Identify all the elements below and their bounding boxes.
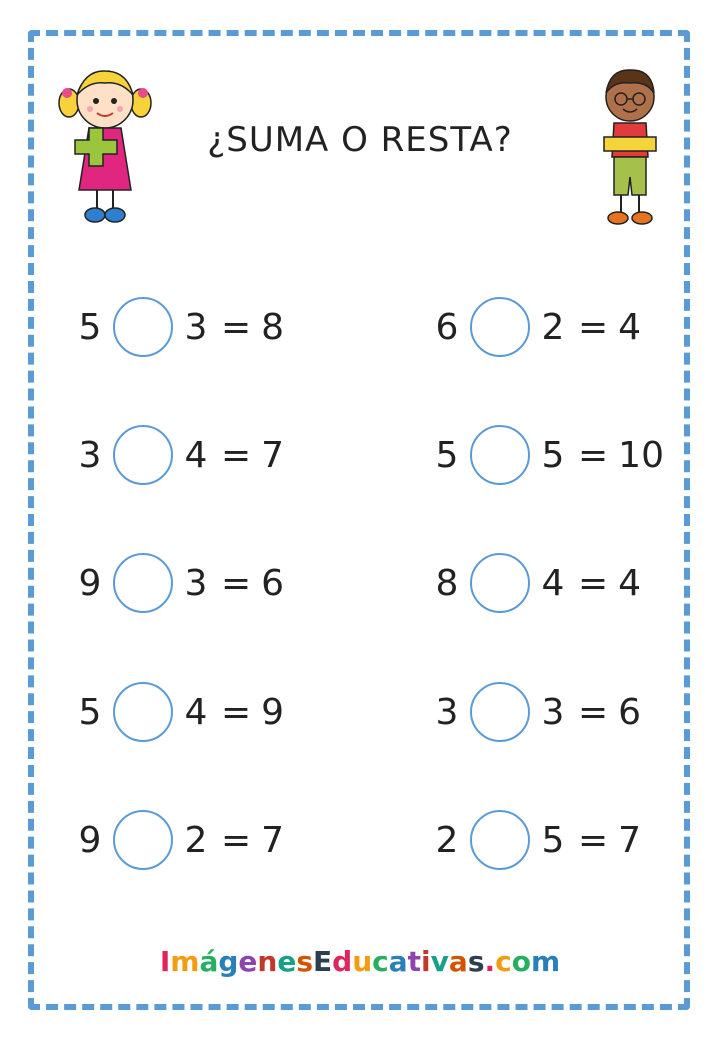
equals-sign: =: [578, 306, 609, 348]
first-operand: 2: [435, 819, 459, 861]
operator-answer-circle[interactable]: [113, 425, 173, 485]
second-operand: 4: [184, 434, 208, 476]
operator-answer-circle[interactable]: [470, 425, 530, 485]
equation-row: [432, 677, 641, 747]
equation-row: [432, 548, 641, 618]
footer-text: ImágenesEducativas.com: [159, 945, 561, 978]
equation-row: [432, 805, 641, 875]
worksheet-title: ¿SUMA O RESTA?: [207, 120, 513, 160]
equation-row: [75, 420, 284, 490]
equals-sign: =: [578, 434, 609, 476]
equals-sign: =: [221, 434, 252, 476]
operator-answer-circle[interactable]: [470, 810, 530, 870]
equals-sign: =: [578, 691, 609, 733]
first-operand: 5: [78, 306, 102, 348]
equals-sign: =: [221, 819, 252, 861]
second-operand: 4: [184, 691, 208, 733]
equals-sign: =: [578, 562, 609, 604]
second-operand: 5: [541, 434, 565, 476]
first-operand: 9: [78, 562, 102, 604]
first-operand: 9: [78, 819, 102, 861]
result-value: 7: [618, 819, 642, 861]
result-value: 8: [261, 306, 285, 348]
website-footer: [0, 945, 720, 978]
result-value: 9: [261, 691, 285, 733]
result-value: 4: [618, 306, 642, 348]
operator-answer-circle[interactable]: [113, 553, 173, 613]
second-operand: 2: [541, 306, 565, 348]
first-operand: 3: [78, 434, 102, 476]
operator-answer-circle[interactable]: [113, 682, 173, 742]
equation-row: [432, 420, 664, 490]
second-operand: 3: [541, 691, 565, 733]
first-operand: 8: [435, 562, 459, 604]
first-operand: 5: [78, 691, 102, 733]
first-operand: 6: [435, 306, 459, 348]
operator-answer-circle[interactable]: [470, 553, 530, 613]
second-operand: 3: [184, 562, 208, 604]
equals-sign: =: [221, 562, 252, 604]
operator-answer-circle[interactable]: [470, 297, 530, 357]
result-value: 4: [618, 562, 642, 604]
second-operand: 4: [541, 562, 565, 604]
second-operand: 5: [541, 819, 565, 861]
equation-row: [75, 292, 284, 362]
equation-row: [75, 805, 284, 875]
equation-row: [75, 548, 284, 618]
first-operand: 3: [435, 691, 459, 733]
result-value: 7: [261, 434, 285, 476]
operator-answer-circle[interactable]: [113, 810, 173, 870]
equals-sign: =: [221, 306, 252, 348]
second-operand: 2: [184, 819, 208, 861]
equation-row: [75, 677, 284, 747]
equation-row: [432, 292, 641, 362]
result-value: 6: [618, 691, 642, 733]
second-operand: 3: [184, 306, 208, 348]
result-value: 7: [261, 819, 285, 861]
equals-sign: =: [578, 819, 609, 861]
operator-answer-circle[interactable]: [113, 297, 173, 357]
operator-answer-circle[interactable]: [470, 682, 530, 742]
equals-sign: =: [221, 691, 252, 733]
first-operand: 5: [435, 434, 459, 476]
result-value: 6: [261, 562, 285, 604]
result-value: 10: [618, 434, 664, 476]
